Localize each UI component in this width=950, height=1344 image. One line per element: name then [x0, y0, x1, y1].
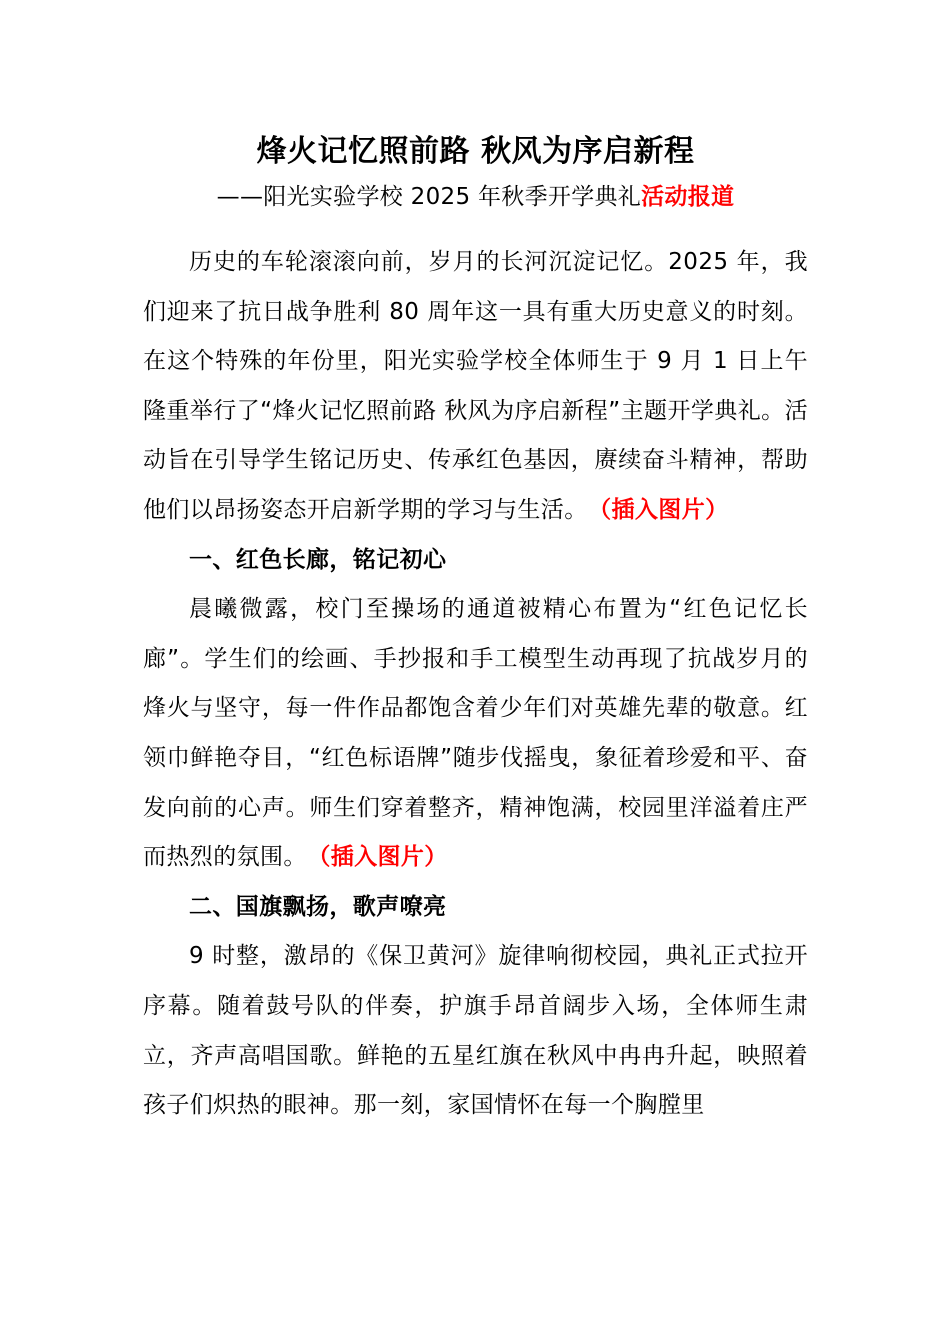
subtitle-main: ——阳光实验学校 2025 年秋季开学典礼 — [216, 184, 642, 210]
intro-paragraph — [143, 238, 808, 536]
section2-heading: 二、国旗飘扬，歌声嘹亮 — [189, 893, 447, 920]
document-page — [143, 128, 808, 1131]
document-title: 烽火记忆照前路 秋风为序启新程 — [256, 134, 695, 169]
section1-image-placeholder: （插入图片） — [318, 844, 448, 871]
document-subtitle — [143, 176, 808, 218]
document-body — [143, 238, 808, 1131]
section2-paragraph — [143, 932, 808, 1130]
intro-text: 历史的车轮滚滚向前，岁月的长河沉淀记忆。2025 年，我们迎来了抗日战争胜利 80 周年这一具有重大历史意义的时刻。在这个特殊的年份里，阳光实验学校全体师生于 9 月 1 日上午隆重举行了“烽火记忆照前路 秋风为序启新程”主题开学典礼。活动旨在引导学生铭记历史、传承红色基因，赓续奋斗精神，帮助他们以昂扬姿态开启新学期的学习与生活。 — [143, 249, 808, 523]
subtitle-highlight: 活动报道 — [641, 184, 735, 210]
section2-text: 9 时整，激昂的《保卫黄河》旋律响彻校园，典礼正式拉开序幕。随着鼓号队的伴奏，护旗手昂首阔步入场，全体师生肃立，齐声高唱国歌。鲜艳的五星红旗在秋风中冉冉升起，映照着孩子们炽热的眼神。那一刻，家国情怀在每一个胸膛里 — [143, 943, 808, 1119]
section1-heading: 一、红色长廊，铭记初心 — [189, 546, 447, 573]
section1-paragraph — [143, 585, 808, 883]
section1-text: 晨曦微露，校门至操场的通道被精心布置为“红色记忆长廊”。学生们的绘画、手抄报和手工模型生动再现了抗战岁月的烽火与坚守，每一件作品都饱含着少年们对英雄先辈的敬意。红领巾鲜艳夺目，“红色标语牌”随步伐摇曳，象征着珍爱和平、奋发向前的心声。师生们穿着整齐，精神饱满，校园里洋溢着庄严而热烈的氛围。 — [143, 596, 808, 871]
intro-image-placeholder: （插入图片） — [599, 496, 729, 523]
